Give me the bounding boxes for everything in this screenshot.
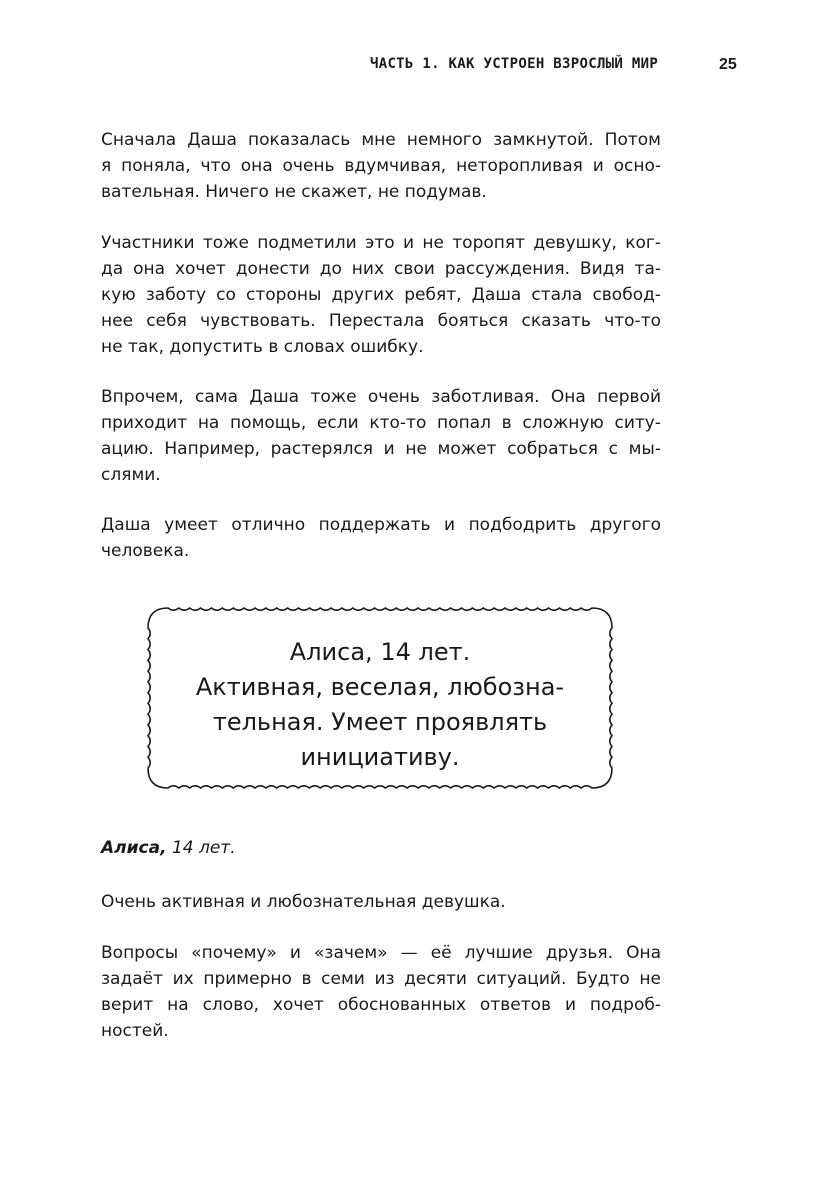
text-line: Участники тоже подметили это и не торопят девушку, ког- <box>101 233 661 253</box>
text-line: я поняла, что она очень вдумчивая, неторопливая и осно- <box>101 156 661 176</box>
text-line: нее себя чувствовать. Перестала бояться сказать что-то <box>101 311 661 331</box>
paragraph-5 <box>101 889 661 915</box>
running-head: ЧАСТЬ 1. КАК УСТРОЕН ВЗРОСЛЫЙ МИР <box>370 56 659 72</box>
text-line: кую заботу со стороны других ребят, Даша стала свобод- <box>101 285 661 305</box>
callout-line: Активная, веселая, любозна- <box>195 673 565 701</box>
text-line: вательная. Ничего не скажет, не подумав. <box>101 182 487 202</box>
text-line: Сначала Даша показалась мне немного замкнутой. Потом <box>101 130 661 150</box>
callout-line: тельная. Умеет проявлять <box>212 708 548 736</box>
text-line: Очень активная и любознательная девушка. <box>101 892 506 912</box>
paragraph-3 <box>101 384 661 488</box>
callout-line: инициативу. <box>300 743 460 771</box>
text-line: Вопросы «почему» и «зачем» — её лучшие друзья. Она <box>101 943 661 963</box>
callout-text <box>160 635 600 775</box>
text-line: человека. <box>101 541 190 561</box>
text-line: задаёт их примерно в семи из десяти ситуаций. Будто не <box>101 969 661 989</box>
text-line: не так, допустить в словах ошибку. <box>101 337 424 357</box>
text-line: да она хочет донести до них свои рассуждения. Видя та- <box>101 259 661 279</box>
text-line: слями. <box>101 465 161 485</box>
page-number: 25 <box>719 56 737 73</box>
text-line: ностей. <box>101 1021 169 1041</box>
paragraph-2 <box>101 230 661 360</box>
callout-box <box>140 600 620 796</box>
callout-line: Алиса, 14 лет. <box>289 638 471 666</box>
profile-name: Алиса, <box>101 838 167 858</box>
text-line: приходит на помощь, если кто-то попал в сложную ситу- <box>101 413 661 433</box>
profile-heading <box>101 838 236 858</box>
paragraph-6 <box>101 940 661 1044</box>
paragraph-4 <box>101 512 661 564</box>
text-line: ацию. Например, растерялся и не может собраться с мы- <box>101 439 661 459</box>
profile-age: 14 лет. <box>171 838 236 858</box>
text-line: Даша умеет отлично поддержать и подбодрить другого <box>101 515 661 535</box>
text-line: Впрочем, сама Даша тоже очень заботливая. Она первой <box>101 387 661 407</box>
paragraph-1 <box>101 127 661 205</box>
text-line: верит на слово, хочет обоснованных ответов и подроб- <box>101 995 661 1015</box>
